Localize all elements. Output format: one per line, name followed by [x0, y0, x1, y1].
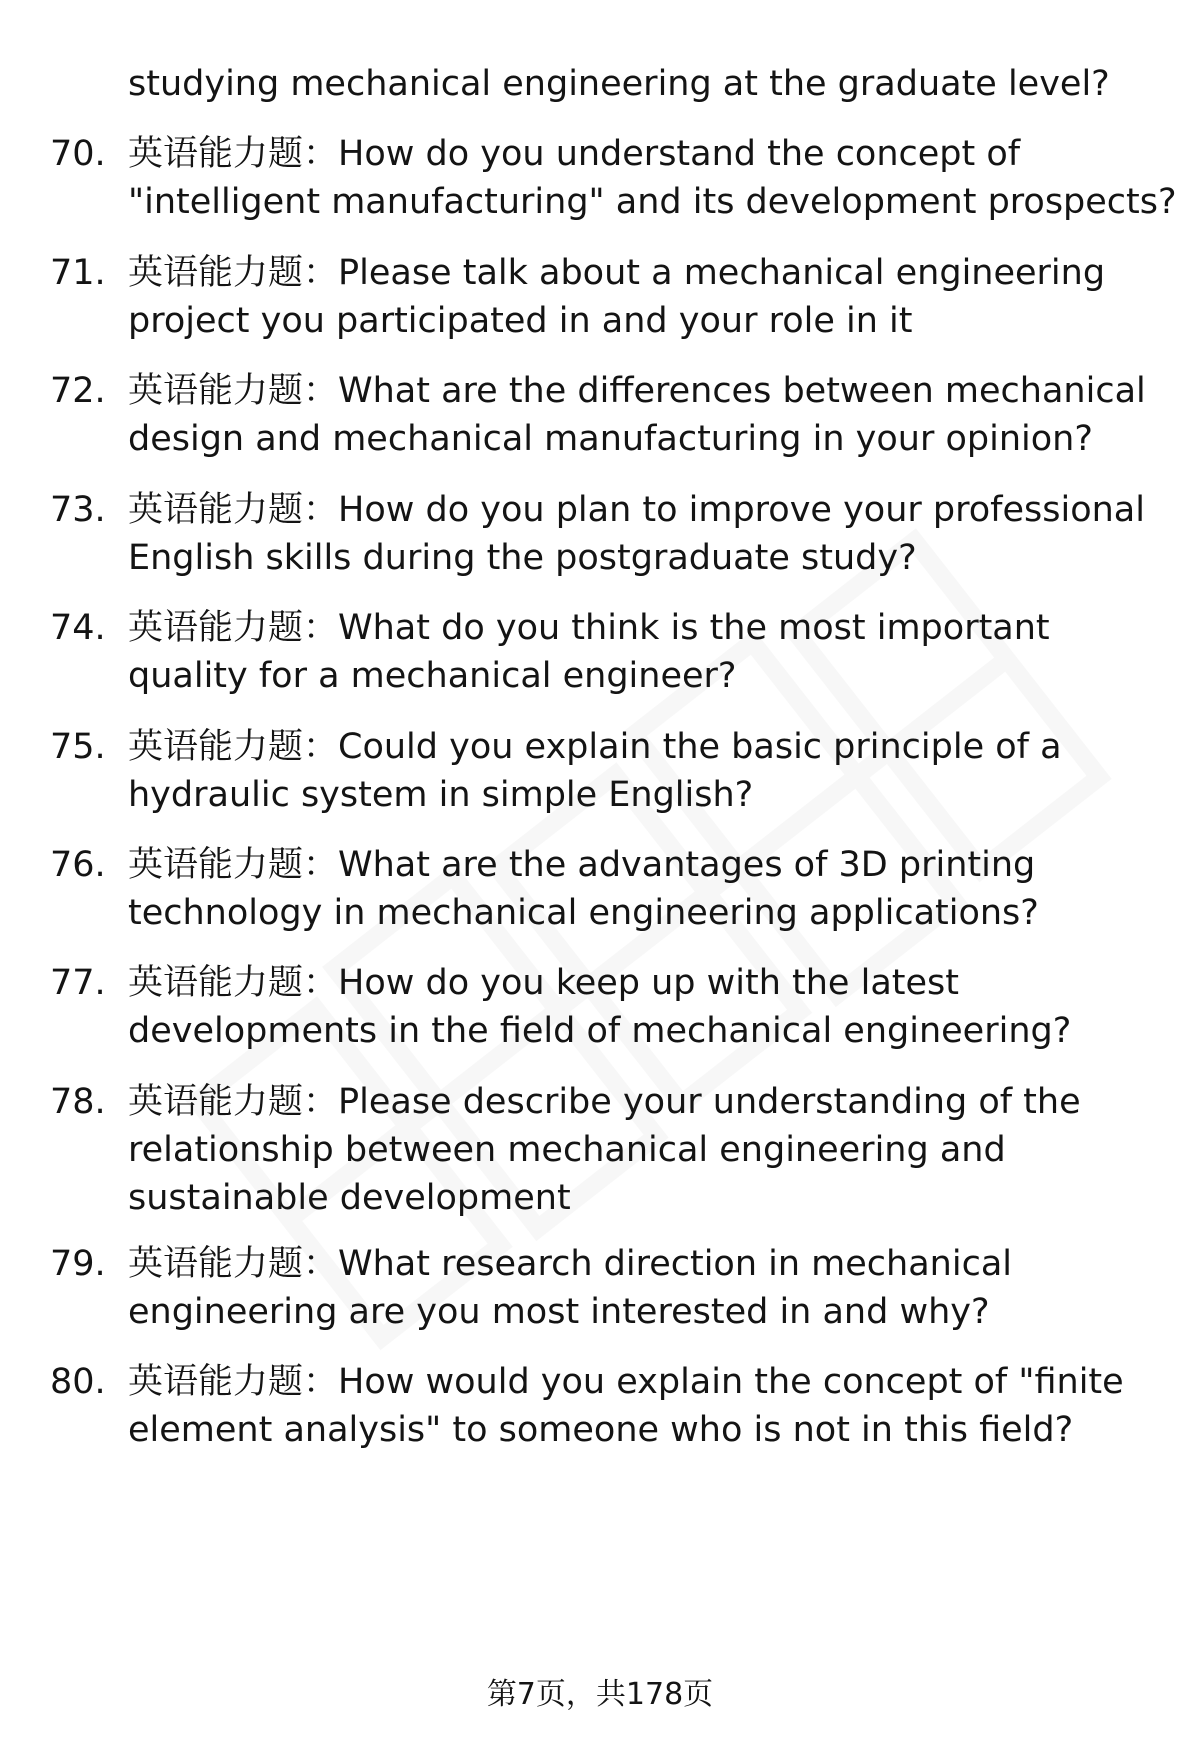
question-text: How do you keep up with the latest	[338, 963, 959, 1003]
question-body	[128, 959, 1178, 1055]
question-body	[128, 1358, 1178, 1454]
continued-question-text: studying mechanical engineering at the graduate level?	[128, 64, 1110, 104]
question-body	[128, 841, 1178, 937]
question-line	[128, 486, 1178, 534]
question-text: sustainable development	[128, 1178, 571, 1218]
question-line	[128, 1007, 1178, 1055]
question-line	[128, 604, 1178, 652]
question-category-label: 英语能力题：	[128, 253, 339, 293]
question-number: 70.	[50, 134, 106, 174]
question-category-label: 英语能力题：	[128, 134, 339, 174]
question-category-label: 英语能力题：	[128, 1244, 339, 1284]
question-number: 71.	[50, 253, 106, 293]
question-text: How do you plan to improve your professional	[338, 490, 1145, 530]
question-text: What are the advantages of 3D printing	[338, 845, 1036, 885]
question-body	[128, 604, 1178, 700]
question-text: developments in the field of mechanical engineering?	[128, 1011, 1072, 1051]
page-number-footer: 第7页，共178页	[486, 1677, 714, 1712]
question-category-label: 英语能力题：	[128, 1082, 339, 1122]
question-number: 79.	[50, 1244, 106, 1284]
question-text: element analysis" to someone who is not in this field?	[128, 1410, 1074, 1450]
question-text: Please talk about a mechanical engineering	[338, 253, 1106, 293]
question-category-label: 英语能力题：	[128, 371, 339, 411]
question-line	[128, 771, 1178, 819]
question-text: English skills during the postgraduate study?	[128, 538, 917, 578]
question-category-label: 英语能力题：	[128, 727, 339, 767]
question-line	[128, 959, 1178, 1007]
question-line	[128, 367, 1178, 415]
question-line	[128, 178, 1178, 226]
question-line	[128, 1288, 1178, 1336]
question-line	[128, 415, 1178, 463]
question-body	[128, 723, 1178, 819]
question-text: quality for a mechanical engineer?	[128, 656, 737, 696]
question-text: engineering are you most interested in and why?	[128, 1292, 990, 1332]
question-line	[128, 249, 1178, 297]
question-number: 80.	[50, 1362, 106, 1402]
question-line	[128, 1126, 1178, 1174]
question-text: Could you explain the basic principle of a	[338, 727, 1062, 767]
question-body	[128, 367, 1178, 463]
question-text: What do you think is the most important	[338, 608, 1050, 648]
question-text: "intelligent manufacturing" and its development prospects?	[128, 182, 1177, 222]
question-category-label: 英语能力题：	[128, 1362, 339, 1402]
question-text: Please describe your understanding of the	[338, 1082, 1081, 1122]
question-line	[128, 1358, 1178, 1406]
question-line	[128, 1078, 1178, 1126]
question-body	[128, 486, 1178, 582]
question-line	[128, 889, 1178, 937]
question-line	[128, 841, 1178, 889]
question-body	[128, 130, 1178, 226]
question-number: 75.	[50, 727, 106, 767]
question-category-label: 英语能力题：	[128, 490, 339, 530]
question-text: project you participated in and your role in it	[128, 301, 913, 341]
question-line	[128, 1240, 1178, 1288]
question-number: 76.	[50, 845, 106, 885]
question-category-label: 英语能力题：	[128, 963, 339, 1003]
question-body	[128, 1240, 1178, 1336]
question-line	[128, 652, 1178, 700]
question-text: technology in mechanical engineering applications?	[128, 893, 1039, 933]
question-number: 73.	[50, 490, 106, 530]
question-number: 78.	[50, 1082, 106, 1122]
question-text: What research direction in mechanical	[338, 1244, 1013, 1284]
question-text: How would you explain the concept of "finite	[338, 1362, 1124, 1402]
question-number: 77.	[50, 963, 106, 1003]
question-line	[128, 297, 1178, 345]
question-line	[128, 1174, 1178, 1222]
question-line	[128, 130, 1178, 178]
question-body	[128, 1078, 1178, 1222]
question-text: What are the differences between mechanical	[338, 371, 1146, 411]
question-text: design and mechanical manufacturing in your opinion?	[128, 419, 1093, 459]
question-line	[128, 723, 1178, 771]
question-text: How do you understand the concept of	[338, 134, 1021, 174]
question-body	[128, 249, 1178, 345]
question-line	[128, 534, 1178, 582]
question-number: 74.	[50, 608, 106, 648]
question-line	[128, 1406, 1178, 1454]
question-text: relationship between mechanical engineering and	[128, 1130, 1006, 1170]
question-text: hydraulic system in simple English?	[128, 775, 754, 815]
question-category-label: 英语能力题：	[128, 845, 339, 885]
question-number: 72.	[50, 371, 106, 411]
question-category-label: 英语能力题：	[128, 608, 339, 648]
